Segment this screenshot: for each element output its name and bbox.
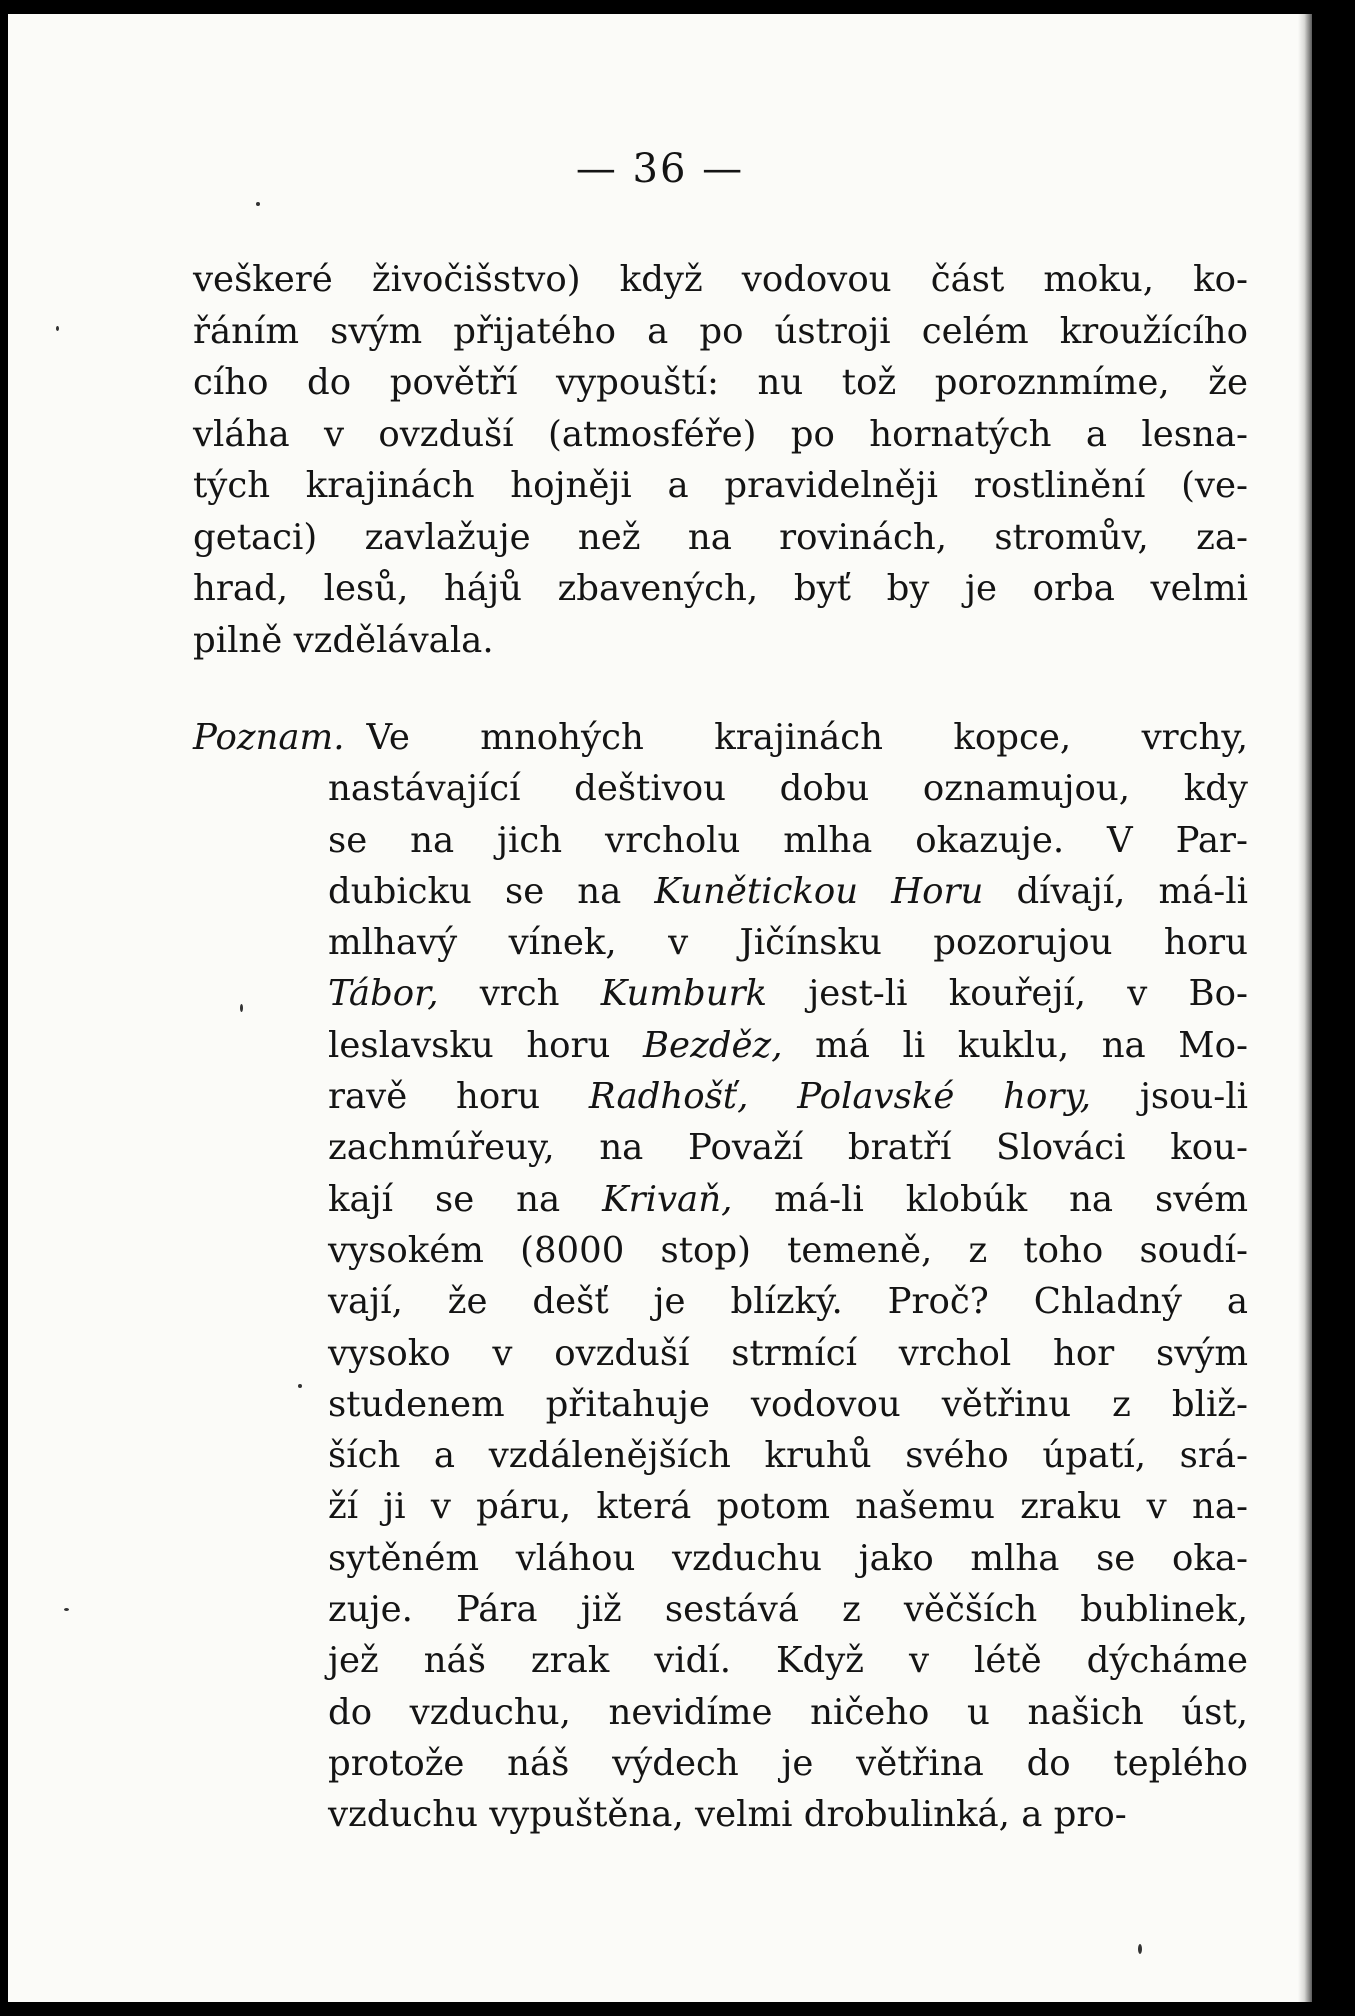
print-speck [64, 1608, 69, 1611]
note-italic-term: Kumburk [600, 973, 768, 1015]
note-line [193, 1276, 1248, 1327]
note-text: mlhavý vínek, v Jičínsku pozorujou horu [328, 922, 1248, 964]
note-line [193, 1789, 1248, 1840]
note-line [193, 712, 1248, 763]
note-text: dívají, má-li [983, 870, 1248, 912]
note-italic-term: Krivaň, [602, 1178, 733, 1220]
note-text: do vzduchu, nevidíme ničeho u našich úst, [328, 1691, 1248, 1733]
note-italic-term: Polavské hory, [797, 1076, 1091, 1118]
note-line [193, 968, 1248, 1019]
note-italic-term: Bezděz, [642, 1024, 783, 1066]
print-speck [256, 202, 260, 206]
footnote-block [193, 712, 1248, 1841]
note-line [193, 917, 1248, 968]
paragraph-line: vláha v ovzduší (atmosféře) po hornatých a lesna- [193, 413, 1248, 455]
note-text: sytěném vláhou vzduchu jako mlha se oka- [328, 1537, 1248, 1579]
note-line [193, 1738, 1248, 1789]
note-line [193, 1584, 1248, 1635]
note-text: jež náš zrak vidí. Když v létě dýcháme [328, 1640, 1248, 1682]
note-line [193, 1430, 1248, 1481]
note-line [193, 1379, 1248, 1430]
paragraph-line: hrad, lesů, hájů zbavených, byť by je orba velmi [193, 568, 1248, 609]
note-line [193, 1687, 1248, 1738]
note-line [193, 1328, 1248, 1379]
note-line [193, 815, 1248, 866]
paragraph-line: řáním svým přijatého a po ústroji celém kroužícího [193, 310, 1248, 352]
note-line [193, 1071, 1248, 1122]
note-text: studenem přitahuje vodovou větřinu z bliž- [328, 1383, 1248, 1425]
note-italic-term: Tábor, [328, 973, 439, 1015]
note-text: se na jich vrcholu mlha okazuje. V Par- [328, 819, 1248, 861]
note-line [193, 763, 1248, 814]
paragraph-line: getaci) zavlažuje než na rovinách, stromův, za- [193, 516, 1248, 558]
note-text: leslavsku horu [328, 1024, 643, 1066]
note-text: protože náš výdech je větřina do teplého [328, 1742, 1248, 1784]
note-text [748, 1076, 797, 1117]
note-text: vysokém (8000 stop) temeně, z toho soudí- [328, 1229, 1248, 1271]
note-text: zachmúřeuy, na Považí bratří Slováci kou- [328, 1127, 1248, 1169]
note-text: vysoko v ovzduší strmící vrchol hor svým [328, 1332, 1248, 1374]
note-text: vzduchu vypuštěna, velmi drobulinká, a pro- [328, 1794, 1127, 1836]
paragraph-line: cího do povětří vypouští: nu tož poroznmíme, že [193, 362, 1248, 403]
note-text: kají se na [328, 1178, 603, 1220]
book-page [8, 14, 1312, 2002]
note-text: vrch [438, 973, 601, 1015]
paragraph-line: tých krajinách hojněji a pravidelněji rostlinění (ve- [193, 465, 1248, 506]
note-text: jest-li kouřejí, v Bo- [767, 973, 1248, 1015]
print-speck [1138, 1944, 1142, 1954]
note-line [193, 866, 1248, 917]
paragraph-line: pilně vzdělávala. [193, 619, 494, 661]
note-text: zuje. Pára již sestává z věčších bublinek, [328, 1589, 1248, 1631]
note-label: Poznam. [193, 717, 345, 758]
paragraph-line: veškeré živočišstvo) když vodovou část moku, ko- [193, 259, 1248, 300]
print-speck [240, 1004, 243, 1012]
note-text: nastávající deštivou dobu oznamujou, kdy [328, 768, 1248, 810]
note-line [193, 1533, 1248, 1584]
note-line [193, 1122, 1248, 1173]
note-line [193, 1635, 1248, 1686]
print-speck [298, 1384, 302, 1388]
page-number: — 36 — [575, 146, 745, 192]
main-paragraph [193, 254, 1248, 666]
note-text: Ve mnohých krajinách kopce, vrchy, [366, 717, 1248, 758]
note-text: dubicku se na [328, 870, 655, 912]
note-italic-term: Radhošť, [588, 1076, 749, 1118]
page-edge-shadow [1298, 14, 1312, 2002]
note-text: ravě horu [328, 1076, 589, 1118]
note-line [193, 1020, 1248, 1071]
note-text: ších a vzdálenějších kruhů svého úpatí, srá- [328, 1435, 1248, 1477]
print-speck [56, 326, 59, 331]
note-line [193, 1225, 1248, 1276]
note-text: má-li klobúk na svém [732, 1178, 1248, 1220]
note-text: ží ji v páru, která potom našemu zraku v na- [328, 1486, 1248, 1528]
note-line [193, 1174, 1248, 1225]
note-text: vají, že dešť je blízký. Proč? Chladný a [328, 1281, 1248, 1323]
note-line [193, 1481, 1248, 1532]
note-text: má li kuklu, na Mo- [782, 1024, 1249, 1066]
note-italic-term: Kunětickou Horu [654, 870, 984, 912]
note-text: jsou-li [1091, 1076, 1248, 1118]
